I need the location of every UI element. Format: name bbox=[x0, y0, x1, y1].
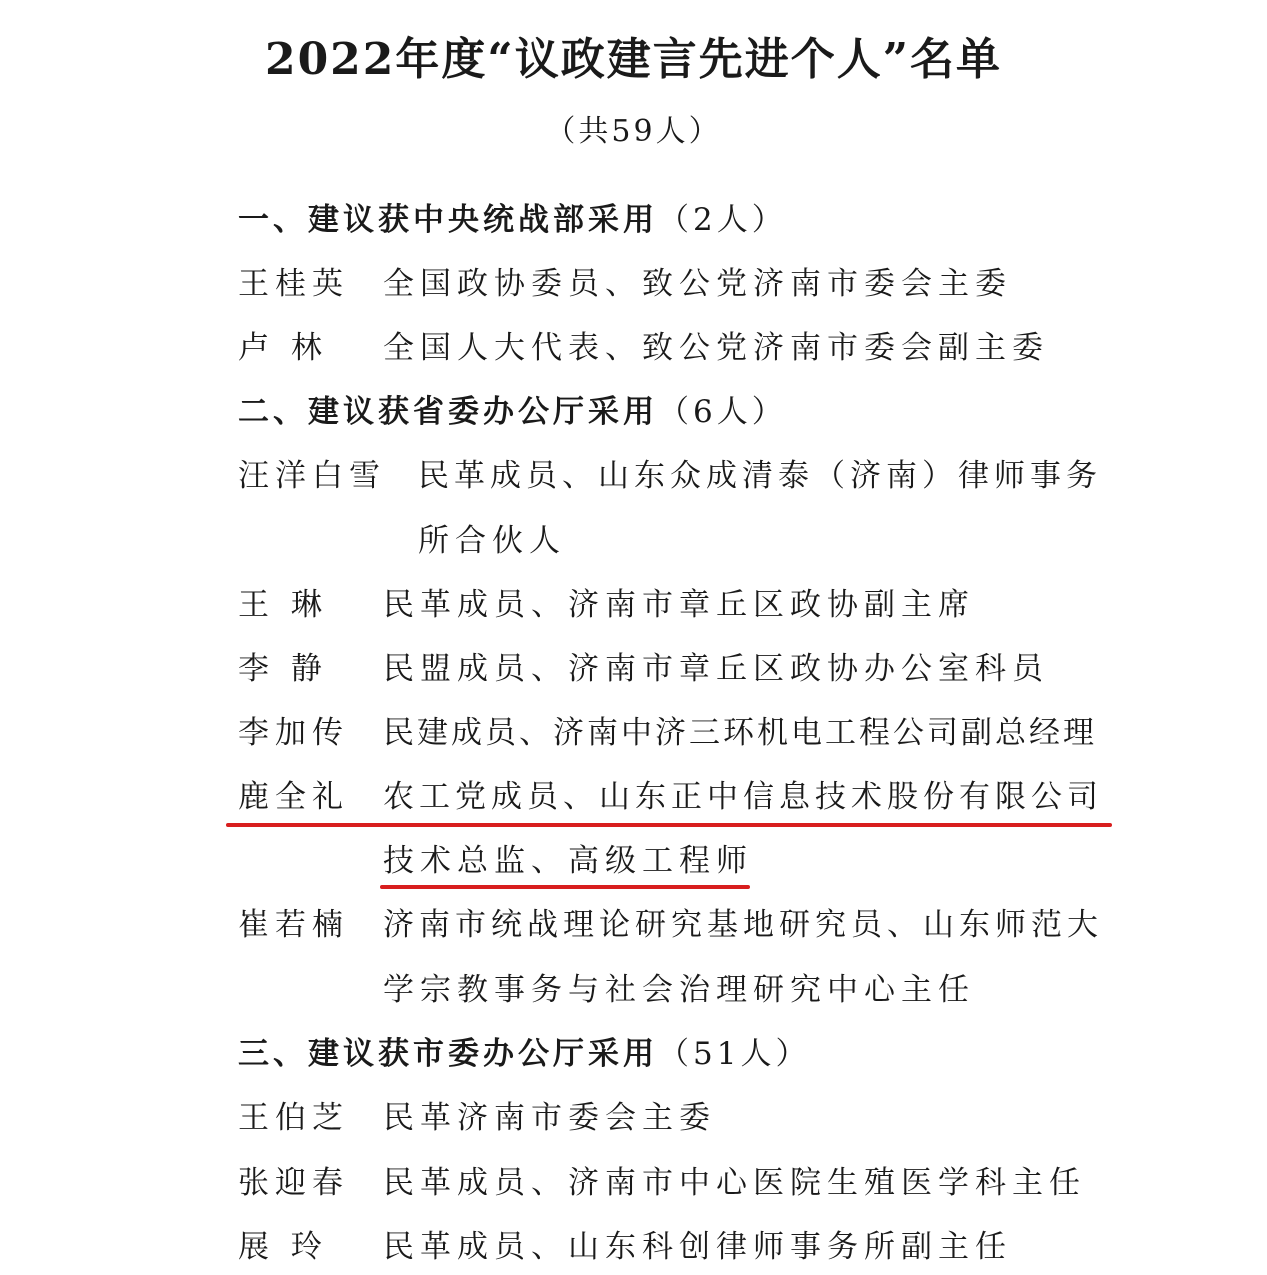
person-desc: 民盟成员、济南市章丘区政协办公室科员 bbox=[383, 651, 1049, 687]
section-heading-3 bbox=[238, 1031, 810, 1077]
person-name: 卢 林 bbox=[238, 330, 328, 366]
person-name: 展 玲 bbox=[238, 1229, 328, 1265]
person-name-highlighted: 鹿全礼 bbox=[238, 779, 349, 815]
person-desc: 民革济南市委会主委 bbox=[383, 1100, 716, 1136]
person-name: 李 静 bbox=[238, 651, 328, 687]
person-desc: 民革成员、山东科创律师事务所副主任 bbox=[383, 1229, 1012, 1265]
person-desc-continued: 所合伙人 bbox=[418, 523, 566, 559]
person-name: 王桂英 bbox=[238, 266, 349, 302]
section-heading-2 bbox=[238, 389, 787, 435]
person-name: 张迎春 bbox=[238, 1165, 349, 1201]
document-subtitle: （共59人） bbox=[545, 114, 722, 149]
person-desc: 济南市统战理论研究基地研究员、山东师范大 bbox=[383, 907, 1103, 943]
person-desc: 民革成员、山东众成清泰（济南）律师事务 bbox=[418, 458, 1102, 494]
section-heading-text: 一、建议获中央统战部采用 bbox=[238, 202, 658, 238]
person-desc: 民建成员、济南中济三环机电工程公司副总经理 bbox=[383, 715, 1097, 751]
person-desc: 全国人大代表、致公党济南市委会副主委 bbox=[383, 330, 1049, 366]
person-name: 崔若楠 bbox=[238, 907, 349, 943]
person-desc-continued: 学宗教事务与社会治理研究中心主任 bbox=[383, 972, 975, 1008]
section-heading-text: 二、建议获省委办公厅采用 bbox=[238, 394, 658, 430]
section-heading-text: 三、建议获市委办公厅采用 bbox=[238, 1036, 658, 1072]
section-count: （6人） bbox=[658, 394, 787, 430]
document-title: 2022年度“议政建言先进个人”名单 bbox=[264, 34, 1003, 85]
person-desc: 全国政协委员、致公党济南市委会主委 bbox=[383, 266, 1012, 302]
section-count: （2人） bbox=[658, 202, 787, 238]
section-count: （51人） bbox=[658, 1036, 811, 1072]
person-desc-highlighted-continued: 技术总监、高级工程师 bbox=[383, 843, 753, 879]
section-heading-1 bbox=[238, 197, 787, 243]
person-name: 王 琳 bbox=[238, 587, 328, 623]
person-name: 汪洋白雪 bbox=[238, 458, 386, 494]
person-desc: 民革成员、济南市中心医院生殖医学科主任 bbox=[383, 1165, 1086, 1201]
highlight-underline bbox=[226, 823, 1112, 827]
highlight-underline bbox=[380, 885, 750, 889]
person-name: 王伯芝 bbox=[238, 1100, 349, 1136]
person-desc-highlighted: 农工党成员、山东正中信息技术股份有限公司 bbox=[383, 779, 1103, 815]
person-name: 李加传 bbox=[238, 715, 349, 751]
person-desc: 民革成员、济南市章丘区政协副主席 bbox=[383, 587, 975, 623]
